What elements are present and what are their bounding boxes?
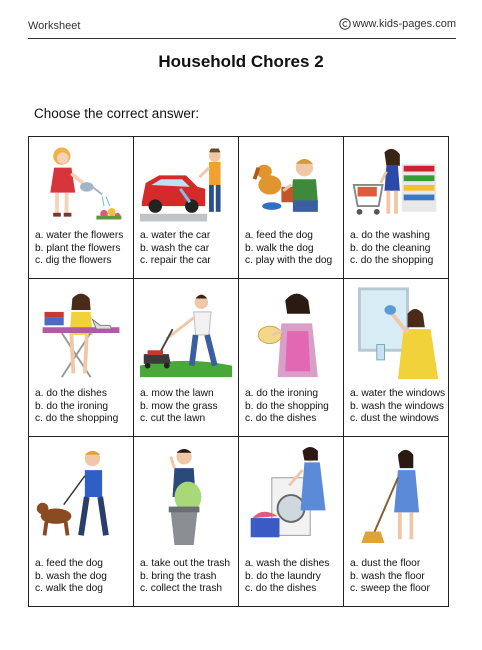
copyright-icon (339, 18, 351, 30)
option-c[interactable]: c. do the dishes (245, 413, 317, 425)
option-c[interactable]: c. sweep the floor (350, 583, 430, 595)
girl-watering-flowers-icon (33, 141, 129, 227)
chores-grid (28, 136, 449, 607)
option-c[interactable]: c. repair the car (140, 255, 211, 267)
chore-card (29, 437, 134, 607)
girl-ironing-icon (33, 283, 129, 383)
woman-doing-laundry-icon (243, 441, 339, 551)
woman-washing-window-icon (348, 283, 444, 383)
woman-drying-dishes-icon (243, 283, 339, 383)
chore-card (134, 437, 239, 607)
answer-options (140, 230, 236, 268)
option-a[interactable]: a. feed the dog (35, 557, 103, 569)
option-a[interactable]: a. do the washing (350, 229, 430, 241)
chore-card (134, 279, 239, 437)
option-b[interactable]: b. wash the dog (35, 570, 107, 582)
option-b[interactable]: b. wash the windows (350, 400, 445, 412)
answer-options (245, 558, 341, 596)
option-a[interactable]: a. take out the trash (140, 557, 231, 569)
answer-options (140, 558, 236, 596)
boy-washing-car-icon (138, 141, 234, 227)
answer-options (350, 230, 446, 268)
option-c[interactable]: c. do the shopping (35, 413, 119, 425)
boy-walking-dog-icon (33, 441, 129, 551)
option-c[interactable]: c. do the dishes (245, 583, 317, 595)
option-c[interactable]: c. cut the lawn (140, 413, 206, 425)
answer-options (245, 388, 341, 426)
answer-options (350, 388, 446, 426)
chore-card (239, 137, 344, 279)
option-b[interactable]: b. wash the car (140, 242, 210, 254)
chore-card (344, 137, 449, 279)
option-b[interactable]: b. mow the grass (140, 400, 218, 412)
chore-card (29, 279, 134, 437)
option-b[interactable]: b. wash the floor (350, 570, 425, 582)
page-title: Household Chores 2 (158, 52, 324, 71)
header-site (339, 18, 456, 30)
chore-card (134, 137, 239, 279)
option-a[interactable]: a. dust the floor (350, 557, 421, 569)
instruction: Choose the correct answer: (34, 106, 200, 121)
answer-options (140, 388, 236, 426)
chore-card (29, 137, 134, 279)
option-a[interactable]: a. water the car (140, 229, 211, 241)
page-header (28, 18, 456, 39)
option-c[interactable]: c. collect the trash (140, 583, 223, 595)
boy-feeding-dog-icon (243, 141, 339, 227)
option-a[interactable]: a. do the dishes (35, 387, 107, 399)
man-mowing-lawn-icon (138, 283, 234, 383)
option-b[interactable]: b. bring the trash (140, 570, 217, 582)
man-taking-out-trash-icon (138, 441, 234, 551)
woman-sweeping-floor-icon (348, 441, 444, 551)
woman-shopping-cart-icon (348, 141, 444, 227)
option-c[interactable]: c. do the shopping (350, 255, 434, 267)
option-a[interactable]: a. do the ironing (245, 387, 319, 399)
answer-options (350, 558, 446, 596)
option-c[interactable]: c. walk the dog (35, 583, 103, 595)
option-b[interactable]: b. do the ironing (35, 400, 109, 412)
site-url: www.kids-pages.com (352, 18, 456, 30)
option-b[interactable]: b. do the shopping (245, 400, 329, 412)
chore-card (239, 437, 344, 607)
chore-card (344, 437, 449, 607)
option-b[interactable]: b. plant the flowers (35, 242, 121, 254)
chore-card (344, 279, 449, 437)
header-label: Worksheet (28, 20, 81, 32)
option-a[interactable]: a. mow the lawn (140, 387, 214, 399)
option-a[interactable]: a. feed the dog (245, 229, 313, 241)
answer-options (245, 230, 341, 268)
option-b[interactable]: b. do the cleaning (350, 242, 431, 254)
answer-options (35, 388, 131, 426)
option-c[interactable]: c. play with the dog (245, 255, 333, 267)
option-c[interactable]: c. dig the flowers (35, 255, 112, 267)
answer-options (35, 230, 131, 268)
option-a[interactable]: a. water the flowers (35, 229, 124, 241)
chore-card (239, 279, 344, 437)
option-b[interactable]: b. walk the dog (245, 242, 314, 254)
option-c[interactable]: c. dust the windows (350, 413, 439, 425)
option-b[interactable]: b. do the laundry (245, 570, 321, 582)
option-a[interactable]: a. water the windows (350, 387, 446, 399)
answer-options (35, 558, 131, 596)
option-a[interactable]: a. wash the dishes (245, 557, 330, 569)
